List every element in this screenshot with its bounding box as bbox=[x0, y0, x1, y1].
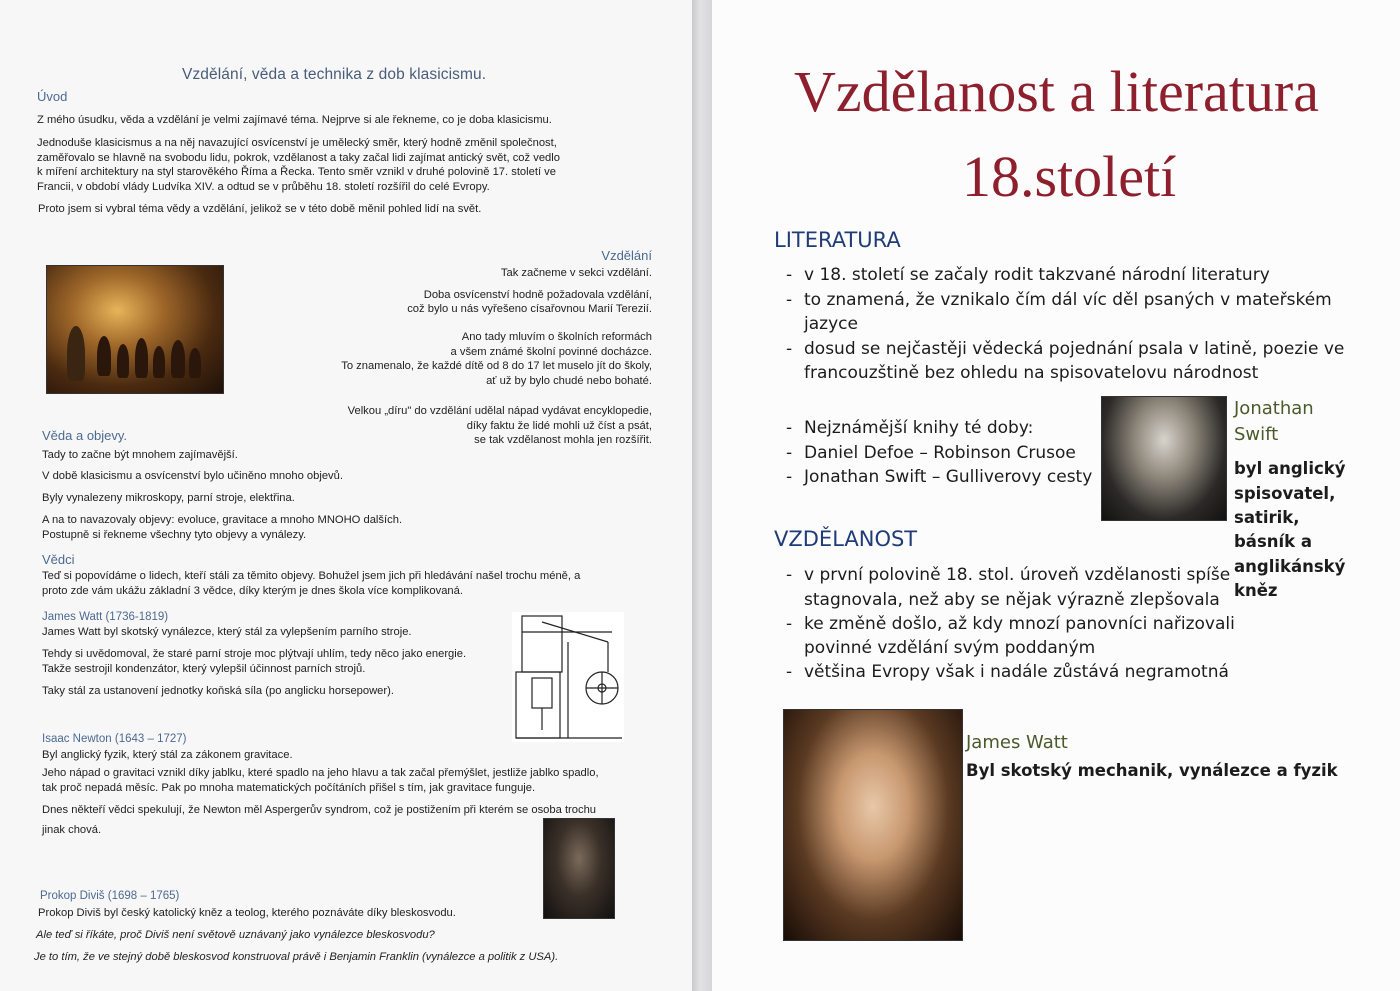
sheet-gutter bbox=[692, 0, 712, 991]
literatura-item-2b: jazyce bbox=[804, 314, 858, 334]
veda-p1: Tady to začne být mnohem zajímavější. bbox=[42, 449, 238, 461]
vzdelani-p4-l3: se tak vzdělanost mohla jen rozšířit. bbox=[474, 434, 652, 446]
veda-p3: Byly vynalezeny mikroskopy, parní stroje, elektřina. bbox=[42, 492, 295, 504]
james-watt-portrait bbox=[783, 709, 963, 941]
vzdelanost-heading: VZDĚLANOST bbox=[774, 527, 918, 551]
vzdelani-p3-l3: To znamenalo, že každé dítě od 8 do 17 let muselo jít do školy, bbox=[341, 360, 652, 372]
vzdelanost-item-1b: stagnovala, než aby se nějak výrazně zlepšovala bbox=[804, 590, 1220, 610]
watt-p1: James Watt byl skotský vynálezce, který stál za vylepšením parního stroje. bbox=[42, 626, 412, 638]
swift-desc-5: anglikánský bbox=[1234, 557, 1346, 576]
uvod-p2-l3: k míření architektury na styl starověkého Říma a Řecka. Tento směr vznikl v druhé polovině 17. století ve bbox=[37, 166, 556, 178]
newton-p3-l2: jinak chová. bbox=[42, 824, 102, 836]
literatura-heading: LITERATURA bbox=[774, 228, 901, 252]
swift-name-line2: Swift bbox=[1234, 424, 1279, 445]
newton-p2-l1: Jeho nápad o gravitaci vznikl díky jablku, které spadlo na jeho hlavu a tak začal přemýšlet, jestliže jablko spadlo, bbox=[42, 767, 599, 779]
vzdelani-p4-l2: díky faktu že lidé mohli už číst a psát, bbox=[466, 420, 652, 432]
vzdelani-p3-l2: a všem známé školní povinné docházce. bbox=[450, 346, 652, 358]
uvod-p1: Z mého úsudku, věda a vzdělání je velmi zajímavé téma. Nejprve si ale řekneme, co je doba klasicismu. bbox=[37, 114, 552, 126]
vzdelanost-item-1: - v první polovině 18. stol. úroveň vzdělanosti spíše bbox=[804, 563, 1230, 587]
vzdelani-p3-l4: ať už by bylo chudé nebo bohaté. bbox=[486, 375, 652, 387]
vzdelani-p2-l1: Doba osvícenství hodně požadovala vzdělání, bbox=[423, 289, 652, 301]
divis-p3: Je to tím, že ve stejný době bleskosvod konstruoval právě i Benjamin Franklin (vynálezce a politik z USA). bbox=[34, 951, 559, 963]
vzdelani-p2-l2: což bylo u nás vyřešeno císařovnou Marií Terezií. bbox=[407, 303, 652, 315]
literatura-item-3: - dosud se nejčastěji vědecká pojednání psala v latině, poezie ve bbox=[804, 337, 1344, 361]
newton-p2-l2: tak proč nepadá měsíc. Pak po mnoha matematických počítáních přišel s tím, jak gravitace funguje. bbox=[42, 782, 536, 794]
uvod-p3: Proto jsem si vybral téma vědy a vzdělání, jelikož se v této době měnil pohled lidí na svět. bbox=[38, 203, 482, 215]
isaac-newton-portrait bbox=[543, 818, 615, 919]
school-classroom-painting bbox=[46, 265, 224, 394]
steam-engine-drawing bbox=[512, 612, 624, 742]
newton-p1: Byl anglický fyzik, který stál za zákonem gravitace. bbox=[42, 749, 293, 761]
jonathan-swift-portrait bbox=[1101, 396, 1227, 521]
swift-desc-3: satirik, bbox=[1234, 508, 1300, 527]
vzdelani-p1: Tak začneme v sekci vzdělání. bbox=[500, 267, 652, 279]
veda-p4-l2: Postupně si řekneme všechny tyto objevy a vynálezy. bbox=[42, 529, 307, 541]
literatura-item-2: - to znamená, že vznikalo čím dál víc děl psaných v mateřském bbox=[804, 288, 1332, 312]
book-2: - Jonathan Swift – Gulliverovy cesty bbox=[804, 465, 1092, 489]
newton-heading: Isaac Newton (1643 – 1727) bbox=[42, 733, 187, 745]
vedci-p1-l2: proto zde vám ukážu základní 3 vědce, díky kterým je dnes škola více komplikovaná. bbox=[42, 585, 463, 597]
swift-desc-1: byl anglický bbox=[1234, 459, 1346, 478]
divis-p2: Ale teď si říkáte, proč Diviš není světově uznávaný jako vynálezce bleskosvodu? bbox=[36, 929, 435, 941]
vzdelani-p3-l1: Ano tady mluvím o školních reformách bbox=[461, 331, 652, 343]
uvod-p2-l4: Francii, v období vlády Ludvíka XIV. a odtud se v průběhu 18. století rozšířil do celé Evropy. bbox=[37, 181, 490, 193]
watt-p3: Taky stál za ustanovení jednotky koňská síla (po anglicku horsepower). bbox=[42, 685, 394, 697]
divis-p1: Prokop Diviš byl český katolický kněz a teolog, kterého poznáváte díky bleskosvodu. bbox=[38, 907, 456, 919]
vzdelani-p4-l1: Velkou „díru" do vzdělání udělal nápad vydávat encyklopedie, bbox=[347, 405, 652, 417]
book-1: - Daniel Defoe – Robinson Crusoe bbox=[804, 441, 1076, 465]
vzdelanost-item-2: - ke změně došlo, až kdy mnozí panovníci nařizovali bbox=[804, 612, 1235, 636]
veda-p4-l1: A na to navazovaly objevy: evoluce, gravitace a mnoho MNOHO dalších. bbox=[42, 514, 403, 526]
watt-desc: Byl skotský mechanik, vynálezce a fyzik bbox=[966, 761, 1338, 780]
left-poster bbox=[0, 0, 692, 991]
right-title-line1: Vzdělanost a literatura bbox=[794, 59, 1319, 124]
swift-desc-2: spisovatel, bbox=[1234, 484, 1336, 503]
swift-desc-4: básník a bbox=[1234, 532, 1313, 551]
veda-p2: V době klasicismu a osvícenství bylo učiněno mnoho objevů. bbox=[42, 470, 343, 482]
swift-desc-6: kněz bbox=[1234, 581, 1278, 600]
vedci-heading: Vědci bbox=[42, 552, 75, 567]
divis-heading: Prokop Diviš (1698 – 1765) bbox=[40, 890, 180, 902]
literatura-item-3b: francouzštině bez ohledu na spisovatelovu národnost bbox=[804, 363, 1259, 383]
vzdelani-heading: Vzdělání bbox=[601, 248, 652, 263]
literatura-item-1: - v 18. století se začaly rodit takzvané národní literatury bbox=[804, 263, 1270, 287]
right-title-line2: 18.století bbox=[962, 144, 1177, 209]
uvod-p2-l1: Jednoduše klasicismus a na něj navazující osvícenství je umělecký směr, který hodně změnil společnost, bbox=[37, 137, 557, 149]
right-poster bbox=[712, 0, 1400, 991]
vzdelanost-item-3: - většina Evropy však i nadále zůstává negramotná bbox=[804, 660, 1229, 684]
watt-p2-l2: Takže sestrojil kondenzátor, který vylepšil účinnost parních strojů. bbox=[42, 663, 366, 675]
left-title: Vzdělání, věda a technika z dob klasicismu. bbox=[182, 66, 487, 83]
watt-name: James Watt bbox=[966, 732, 1068, 753]
watt-p2-l1: Tehdy si uvědomoval, že staré parní stroje moc plýtvají uhlím, tedy něco jako energie. bbox=[42, 648, 467, 660]
newton-p3-l1: Dnes někteří vědci spekulují, že Newton měl Aspergerův syndrom, což je postižením při kterém se osoba trochu bbox=[42, 804, 597, 816]
uvod-heading: Úvod bbox=[37, 89, 68, 104]
vzdelanost-item-2b: povinné vzdělání svým poddaným bbox=[804, 638, 1096, 658]
swift-name-line1: Jonathan bbox=[1234, 398, 1314, 419]
veda-heading: Věda a objevy. bbox=[42, 428, 128, 443]
books-heading: - Nejznámější knihy té doby: bbox=[804, 416, 1033, 440]
watt-heading: James Watt (1736-1819) bbox=[42, 611, 169, 623]
uvod-p2-l2: zaměřovalo se hlavně na svobodu lidu, pokrok, vzdělanost a taky začal lidi zajímat antický svět, což vedlo bbox=[37, 152, 560, 164]
vedci-p1-l1: Teď si popovídáme o lidech, kteří stáli za těmito objevy. Bohužel jsem jich při hledávání našel trochu méně, a bbox=[42, 570, 581, 582]
